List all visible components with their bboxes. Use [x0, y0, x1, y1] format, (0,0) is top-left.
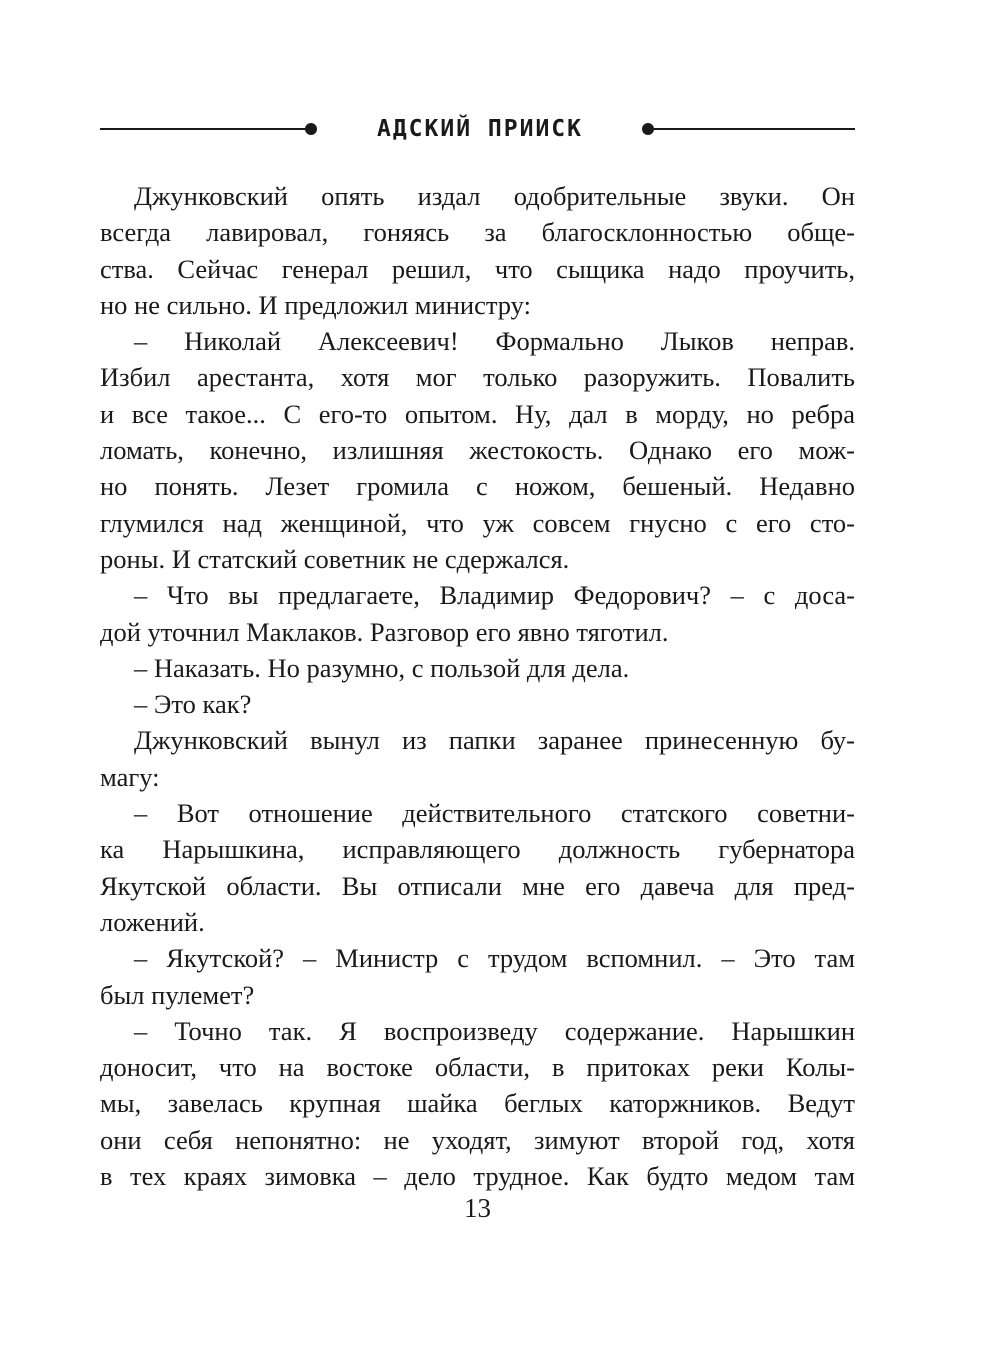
text-line: Избил арестанта, хотя мог только разоружить. Повалить — [100, 362, 855, 393]
text-line: магу: — [100, 761, 160, 792]
header-dot-left — [305, 123, 317, 135]
text-line: доносит, что на востоке области, в притоках реки Колы- — [100, 1052, 855, 1083]
header-rule-right — [648, 128, 855, 130]
text-line: но понять. Лезет громила с ножом, бешеный. Недавно — [100, 471, 855, 502]
text-line: глумился над женщиной, что уж совсем гнусно с его сто- — [100, 507, 855, 538]
text-line: – Что вы предлагаете, Владимир Федорович? – с доса- — [134, 580, 855, 611]
running-head — [100, 112, 855, 148]
page-number: 13 — [464, 1193, 491, 1223]
body-text — [100, 178, 855, 1194]
text-line: был пулемет? — [100, 979, 255, 1010]
text-line: ломать, конечно, излишняя жестокость. Однако его мож- — [100, 435, 855, 466]
text-line: – Наказать. Но разумно, с пользой для дела. — [134, 652, 630, 683]
text-line: всегда лавировал, гоняясь за благосклонностью обще- — [100, 217, 855, 248]
text-line: мы, завелась крупная шайка беглых каторжников. Ведут — [100, 1088, 855, 1119]
text-line: ложений. — [100, 906, 205, 937]
text-line: Джунковский вынул из папки заранее принесенную бу- — [134, 725, 855, 756]
text-line: – Точно так. Я воспроизведу содержание. Нарышкин — [134, 1015, 855, 1046]
text-line: они себя непонятно: не уходят, зимуют второй год, хотя — [100, 1124, 855, 1155]
text-line: дой уточнил Маклаков. Разговор его явно тяготил. — [100, 616, 669, 647]
text-line: но не сильно. И предложил министру: — [100, 289, 531, 320]
text-line: и все такое... С его-то опытом. Ну, дал в морду, но ребра — [100, 398, 855, 429]
text-line: в тех краях зимовка – дело трудное. Как будто медом там — [100, 1161, 855, 1192]
running-head-title: АДСКИЙ ПРИИСК — [376, 116, 583, 142]
text-line: Якутской области. Вы отписали мне его давеча для пред- — [100, 870, 855, 901]
text-line: – Вот отношение действительного статского советни- — [134, 798, 855, 829]
text-line: – Якутской? – Министр с трудом вспомнил. – Это там — [134, 943, 855, 974]
text-line: ства. Сейчас генерал решил, что сыщика надо проучить, — [100, 253, 855, 284]
text-line: – Николай Алексеевич! Формально Лыков неправ. — [134, 326, 855, 357]
text-line: Джунковский опять издал одобрительные звуки. Он — [134, 181, 855, 211]
text-line: – Это как? — [134, 689, 252, 720]
text-line: роны. И статский советник не сдержался. — [100, 543, 570, 574]
header-rule-left — [100, 128, 308, 130]
text-line: ка Нарышкина, исправляющего должность губернатора — [100, 834, 855, 865]
